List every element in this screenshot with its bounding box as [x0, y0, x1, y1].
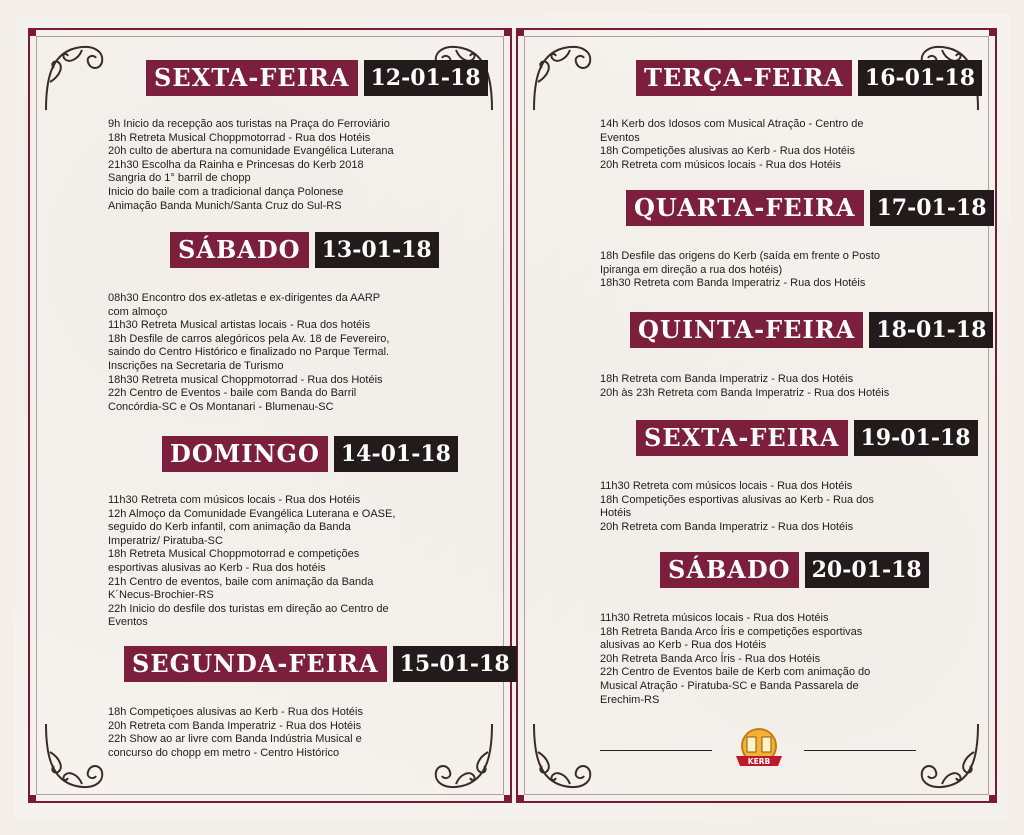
- day-date: 19-01-18: [854, 420, 978, 456]
- day-heading: [630, 312, 993, 348]
- day-date: 18-01-18: [869, 312, 993, 348]
- event-line: 18h30 Retreta musical Choppmotorrad - Rua dos Hotéis: [108, 373, 383, 386]
- event-line: 18h Desfile de carros alegóricos pela Av. 18 de Fevereiro,: [108, 332, 390, 345]
- event-line: Hotéis: [600, 507, 632, 520]
- day-name: SÁBADO: [660, 552, 799, 588]
- event-line: Inicio do baile com a tradicional dança Polonese: [108, 185, 344, 198]
- day-heading: [626, 190, 994, 226]
- day-heading: [636, 420, 978, 456]
- day-date: 14-01-18: [334, 436, 458, 472]
- day-date: 13-01-18: [315, 232, 439, 268]
- corner-dot: [504, 28, 512, 36]
- event-line: 9h Inicio da recepção aos turistas na Praça do Ferroviário: [108, 118, 390, 130]
- event-line: alusivas ao Kerb - Rua dos Hotéis: [600, 639, 767, 652]
- event-line: 11h30 Retreta com músicos locais - Rua dos Hotéis: [108, 494, 361, 506]
- event-line: Erechim-RS: [600, 693, 660, 706]
- signature-line: [600, 750, 712, 751]
- event-line: Animação Banda Munich/Santa Cruz do Sul-RS: [108, 199, 342, 212]
- event-line: com almoço: [108, 305, 168, 318]
- corner-dot: [28, 795, 36, 803]
- event-line: Sangria do 1° barril de chopp: [108, 172, 251, 185]
- event-line: 18h Retreta Banda Arco Íris e competições esportivas: [600, 625, 863, 638]
- event-line: saindo do Centro Histórico e finalizado no Parque Termal.: [108, 346, 390, 359]
- event-line: Eventos: [600, 131, 640, 144]
- event-line: Musical Atração - Piratuba-SC e Banda Passarela de: [600, 679, 859, 692]
- event-line: 22h Centro de Eventos baile de Kerb com animação do: [600, 666, 871, 679]
- event-list: [108, 494, 395, 630]
- scroll-ornament-icon: [530, 720, 602, 792]
- event-line: Concórdia-SC e Os Montanari - Blumenau-SC: [108, 400, 334, 413]
- event-line: 21h Centro de eventos, baile com animação da Banda: [108, 575, 374, 588]
- event-list: [600, 118, 864, 172]
- day-heading: [636, 60, 982, 96]
- event-line: Inscrições na Secretaria de Turismo: [108, 359, 284, 372]
- day-date: 12-01-18: [364, 60, 488, 96]
- day-name: SEXTA-FEIRA: [636, 420, 848, 456]
- day-heading: [146, 60, 488, 96]
- corner-dot: [28, 28, 36, 36]
- event-line: seguido do Kerb infantil, com animação da Banda: [108, 521, 351, 534]
- corner-dot: [504, 795, 512, 803]
- scroll-ornament-icon: [42, 720, 114, 792]
- scroll-ornament-icon: [424, 720, 496, 792]
- event-line: 18h Retreta com Banda Imperatriz - Rua dos Hotéis: [600, 373, 854, 385]
- event-list: [108, 118, 394, 213]
- event-line: 18h Retreta Musical Choppmotorrad e competições: [108, 548, 360, 561]
- event-line: 12h Almoço da Comunidade Evangélica Luterana e OASE,: [108, 507, 396, 520]
- event-line: Imperatriz/ Piratuba-SC: [108, 534, 223, 547]
- day-heading: [660, 552, 929, 588]
- event-line: 22h Centro de Eventos - baile com Banda do Barril: [108, 387, 357, 400]
- day-date: 20-01-18: [805, 552, 929, 588]
- signature-line: [804, 750, 916, 751]
- day-date: 17-01-18: [870, 190, 994, 226]
- event-line: 22h Inicio do desfile dos turistas em direção ao Centro de: [108, 602, 389, 615]
- event-line: 18h Retreta Musical Choppmotorrad - Rua dos Hotéis: [108, 131, 371, 144]
- event-line: 11h30 Retreta Musical artistas locais - Rua dos hotéis: [108, 319, 371, 332]
- event-line: 20h Retreta com Banda Imperatriz - Rua dos Hotéis: [600, 520, 854, 533]
- event-line: 20h Retreta Banda Arco Íris - Rua dos Hotéis: [600, 652, 821, 665]
- event-line: Eventos: [108, 616, 148, 629]
- day-name: SÁBADO: [170, 232, 309, 268]
- event-line: 14h Kerb dos Idosos com Musical Atração - Centro de: [600, 118, 864, 130]
- corner-dot: [989, 28, 997, 36]
- day-heading: [124, 646, 517, 682]
- logo-text: KERB: [747, 757, 771, 766]
- event-line: 18h Competições esportivas alusivas ao Kerb - Rua dos: [600, 493, 874, 506]
- event-line: Ipiranga em direção a rua dos hotéis): [600, 263, 783, 276]
- day-heading: [162, 436, 458, 472]
- event-line: 08h30 Encontro dos ex-atletas e ex-dirigentes da AARP: [108, 292, 381, 304]
- day-date: 16-01-18: [858, 60, 982, 96]
- event-line: K´Necus-Brochier-RS: [108, 589, 214, 602]
- day-date: 15-01-18: [393, 646, 517, 682]
- day-name: QUINTA-FEIRA: [630, 312, 863, 348]
- day-name: DOMINGO: [162, 436, 328, 472]
- event-list: [600, 612, 870, 707]
- event-line: 18h Competições alusivas ao Kerb - Rua dos Hotéis: [600, 145, 855, 158]
- event-line: 21h30 Escolha da Rainha e Princesas do Kerb 2018: [108, 158, 364, 171]
- event-list: [108, 292, 389, 414]
- event-line: 18h30 Retreta com Banda Imperatriz - Rua dos Hotéis: [600, 277, 866, 290]
- scroll-ornament-icon: [42, 42, 114, 114]
- day-heading: [170, 232, 439, 268]
- event-line: 20h às 23h Retreta com Banda Imperatriz - Rua dos Hotéis: [600, 386, 890, 399]
- kerb-logo-icon: [730, 726, 788, 776]
- event-line: 20h culto de abertura na comunidade Evangélica Luterana: [108, 145, 394, 158]
- day-name: SEGUNDA-FEIRA: [124, 646, 387, 682]
- corner-dot: [516, 795, 524, 803]
- day-name: TERÇA-FEIRA: [636, 60, 852, 96]
- scroll-ornament-icon: [910, 720, 982, 792]
- event-list: [600, 480, 874, 534]
- corner-dot: [516, 28, 524, 36]
- event-line: 20h Retreta com músicos locais - Rua dos Hotéis: [600, 158, 841, 171]
- event-line: esportivas alusivas ao Kerb - Rua dos hotéis: [108, 561, 326, 574]
- scroll-ornament-icon: [530, 42, 602, 114]
- corner-dot: [989, 795, 997, 803]
- event-list: [600, 373, 889, 400]
- event-list: [600, 250, 880, 291]
- event-line: 22h Show ao ar livre com Banda Indústria Musical e: [108, 733, 362, 746]
- event-line: 20h Retreta com Banda Imperatriz - Rua dos Hotéis: [108, 719, 362, 732]
- event-line: 18h Desfile das origens do Kerb (saída em frente o Posto: [600, 250, 881, 262]
- day-name: QUARTA-FEIRA: [626, 190, 864, 226]
- event-line: 18h Competiçoes alusivas ao Kerb - Rua dos Hotéis: [108, 706, 363, 718]
- day-name: SEXTA-FEIRA: [146, 60, 358, 96]
- event-line: 11h30 Retreta com músicos locais - Rua dos Hotéis: [600, 480, 853, 492]
- event-line: concurso do chopp em metro - Centro Histórico: [108, 746, 340, 759]
- event-list: [108, 706, 363, 760]
- event-line: 11h30 Retreta músicos locais - Rua dos Hotéis: [600, 612, 829, 624]
